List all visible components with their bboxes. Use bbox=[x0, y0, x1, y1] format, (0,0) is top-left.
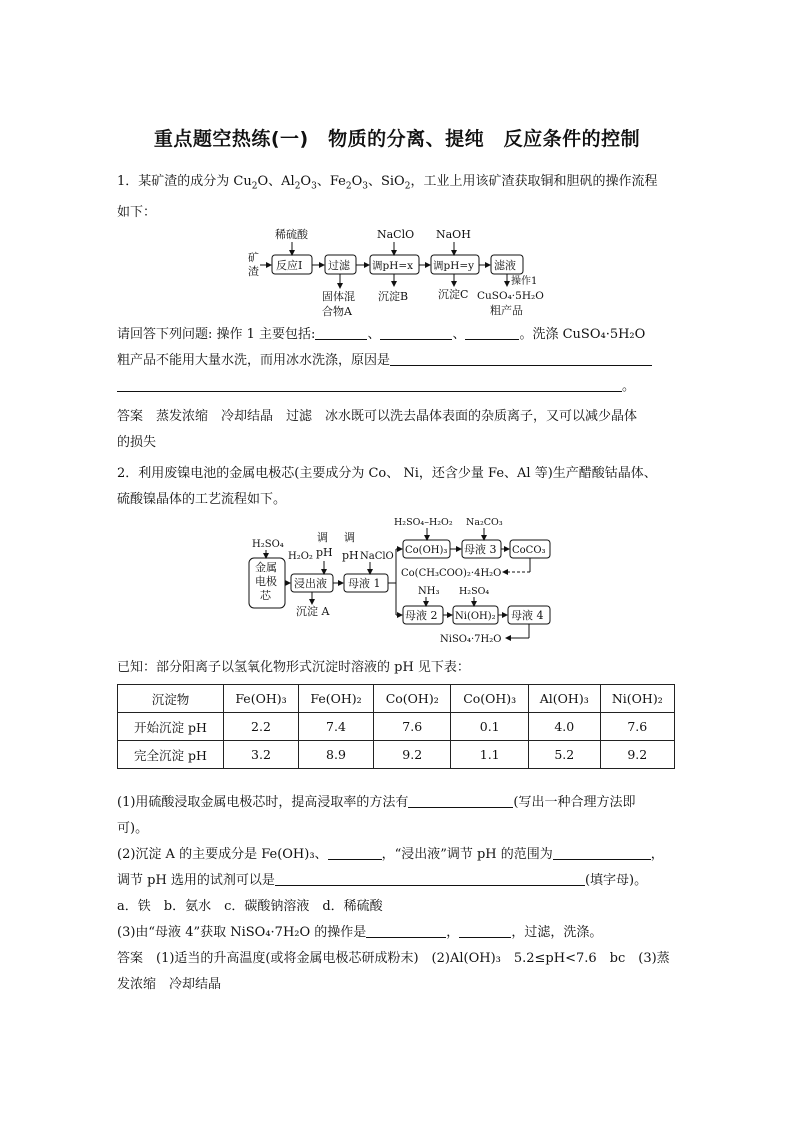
q1-ore-label-1: 矿 bbox=[248, 251, 259, 264]
q2-blank-5 bbox=[366, 923, 446, 938]
q2-answer-line-1: 答案 (1)适当的升高温度(或将金属电极芯研成粉末) (2)Al(OH)₃ 5.2≤pH<7.6 bc (3)蒸 bbox=[117, 951, 670, 966]
q1-blank-2 bbox=[380, 325, 452, 340]
q1-dilute-acid: 稀硫酸 bbox=[275, 228, 308, 241]
table-header-row bbox=[118, 685, 675, 713]
q2-blank-4 bbox=[275, 871, 585, 886]
ph-table bbox=[117, 684, 675, 769]
q1-blank-1 bbox=[315, 325, 367, 340]
table-cell: 7.6 bbox=[374, 713, 451, 741]
table-cell: 5.2 bbox=[528, 741, 600, 769]
q1-solid-a-1: 固体混 bbox=[322, 290, 355, 303]
page-title: 重点题空热练(一) 物质的分离、提纯 反应条件的控制 bbox=[153, 128, 641, 150]
svg-text:过滤: 过滤 bbox=[328, 259, 350, 272]
table-header-cell: Fe(OH)₃ bbox=[223, 685, 298, 713]
q1-flow-diagram bbox=[240, 222, 560, 320]
q2-naclo: NaClO bbox=[360, 551, 394, 562]
table-cell: 8.9 bbox=[298, 741, 373, 769]
q2-options: a．铁 b．氨水 c．碳酸钠溶液 d．稀硫酸 bbox=[117, 899, 383, 914]
q2-ph-1: pH bbox=[316, 546, 333, 559]
q2-blank-1 bbox=[408, 793, 513, 808]
table-cell: 2.2 bbox=[223, 713, 298, 741]
table-header-cell: 沉淀物 bbox=[118, 685, 224, 713]
table-cell: 9.2 bbox=[600, 741, 674, 769]
svg-text:金属: 金属 bbox=[255, 561, 277, 574]
q2-adjust-2: 调 bbox=[344, 531, 355, 544]
q1-ore-label-2: 渣 bbox=[248, 265, 259, 278]
table-cell: 9.2 bbox=[374, 741, 451, 769]
q2-h2so4-b: H₂SO₄ bbox=[459, 586, 490, 597]
q1-blank-5 bbox=[117, 377, 622, 392]
svg-text:调pH=y: 调pH=y bbox=[433, 260, 475, 272]
q2-adjust-1: 调 bbox=[317, 531, 328, 544]
table-cell: 7.4 bbox=[298, 713, 373, 741]
table-cell: 完全沉淀 pH bbox=[118, 741, 224, 769]
q1-answer: 答案 蒸发浓缩 冷却结晶 过滤 冰水既可以洗去晶体表面的杂质离子，又可以减少晶体 的损失 bbox=[117, 409, 638, 450]
q2-blank-2 bbox=[328, 845, 382, 860]
q2-blank-6 bbox=[459, 923, 511, 938]
table-header-cell: Al(OH)₃ bbox=[528, 685, 600, 713]
table-cell: 4.0 bbox=[528, 713, 600, 741]
q1-naoh: NaOH bbox=[436, 228, 471, 241]
q2-niso4: NiSO₄·7H₂O bbox=[440, 634, 502, 645]
svg-text:反应Ⅰ: 反应Ⅰ bbox=[276, 259, 303, 272]
table-header-cell: Co(OH)₃ bbox=[451, 685, 528, 713]
q2-flow-diagram bbox=[244, 512, 554, 652]
q1-crude-product-1: CuSO₄·5H₂O bbox=[477, 290, 544, 302]
q1-naclo: NaClO bbox=[377, 228, 415, 241]
q1-solid-a-2: 合物A bbox=[322, 305, 352, 318]
q2-stem: 2．利用废镍电池的金属电极芯(主要成分为 Co、 Ni，还含少量 Fe、Al 等)生产醋酸钴晶体、 硫酸镍晶体的工艺流程如下。 bbox=[117, 466, 657, 507]
q2-ph-2: pH bbox=[342, 549, 359, 562]
q1-blank-3 bbox=[465, 325, 519, 340]
q2-ppt-a: 沉淀 A bbox=[296, 605, 330, 618]
q2-h2o2: H₂O₂ bbox=[288, 551, 313, 562]
q1-ppt-b: 沉淀B bbox=[378, 290, 409, 303]
svg-text:Ni(OH)₂: Ni(OH)₂ bbox=[455, 611, 496, 622]
table-cell: 0.1 bbox=[451, 713, 528, 741]
svg-text:CoCO₃: CoCO₃ bbox=[512, 545, 546, 556]
table-header-cell: Ni(OH)₂ bbox=[600, 685, 674, 713]
q2-known: 已知：部分阳离子以氢氧化物形式沉淀时溶液的 pH 见下表： bbox=[117, 660, 470, 675]
svg-text:母液 1: 母液 1 bbox=[348, 577, 381, 590]
table-cell: 3.2 bbox=[223, 741, 298, 769]
table-row bbox=[118, 713, 675, 741]
q2-sub-questions: (1)用硫酸浸取金属电极芯时，提高浸取率的方法有 (写出一种合理方法即 可)。 (2)沉淀 A 的主要成分是 Fe(OH)₃、 ，“浸出液”调节 pH 的范围为 ， 调节 pH 选用的试剂可以是 (填字母)。 a．铁 b．氨水 c．碳酸钠溶液 d．稀硫酸 (3)由“母液 4”获取 NiSO₄·7H₂O 的操作是 ， ，过滤，洗涤。 答案 (1)适当的升高温度(或将金属电极芯研成粉末) (2)Al(OH)₃ 5.2≤pH<7.6 bc (3)蒸 发浓缩 冷却结晶 bbox=[117, 795, 670, 992]
table-cell: 开始沉淀 pH bbox=[118, 713, 224, 741]
q2-h2so4-h2o2: H₂SO₄–H₂O₂ bbox=[394, 517, 453, 528]
table-row bbox=[118, 741, 675, 769]
q1-ppt-c: 沉淀C bbox=[438, 288, 469, 301]
q2-na2co3: Na₂CO₃ bbox=[466, 517, 503, 528]
table-cell: 1.1 bbox=[451, 741, 528, 769]
svg-text:母液 4: 母液 4 bbox=[511, 609, 544, 622]
svg-text:浸出液: 浸出液 bbox=[294, 577, 327, 590]
svg-text:母液 3: 母液 3 bbox=[464, 543, 497, 556]
table-header-cell: Co(OH)₂ bbox=[374, 685, 451, 713]
svg-text:调pH=x: 调pH=x bbox=[372, 260, 414, 272]
svg-text:芯: 芯 bbox=[260, 589, 271, 602]
svg-text:滤液: 滤液 bbox=[494, 259, 516, 272]
svg-text:电极: 电极 bbox=[255, 575, 277, 588]
table-header-cell: Fe(OH)₂ bbox=[298, 685, 373, 713]
q2-h2so4: H₂SO₄ bbox=[252, 539, 284, 550]
q2-cobalt-acetate: Co(CH₃COO)₂·4H₂O bbox=[401, 568, 502, 579]
q1-operation-1: 操作1 bbox=[511, 276, 538, 287]
svg-text:母液 2: 母液 2 bbox=[405, 609, 438, 622]
svg-text:Co(OH)₃: Co(OH)₃ bbox=[405, 545, 448, 556]
q2-nh3: NH₃ bbox=[418, 586, 440, 597]
q1-crude-product-2: 粗产品 bbox=[490, 304, 523, 317]
q1-stem: 1．某矿渣的成分为 $Cu_2O$、$Al_2O_3$、$Fe_2O_3$、SiO$_2$，工业上用该矿渣获取铜和胆矾的操作流程 如下： bbox=[117, 174, 658, 220]
q2-blank-3 bbox=[553, 845, 651, 860]
q1-question: 请回答下列问题: 操作 1 主要包括: 、 、 。洗涤 CuSO₄·5H₂O 粗产品不能用大量水洗，而用冰水洗涤，原因是 。 bbox=[117, 322, 682, 400]
table-cell: 7.6 bbox=[600, 713, 674, 741]
q1-blank-4 bbox=[390, 351, 652, 366]
q2-answer-line-2: 发浓缩 冷却结晶 bbox=[117, 977, 222, 992]
